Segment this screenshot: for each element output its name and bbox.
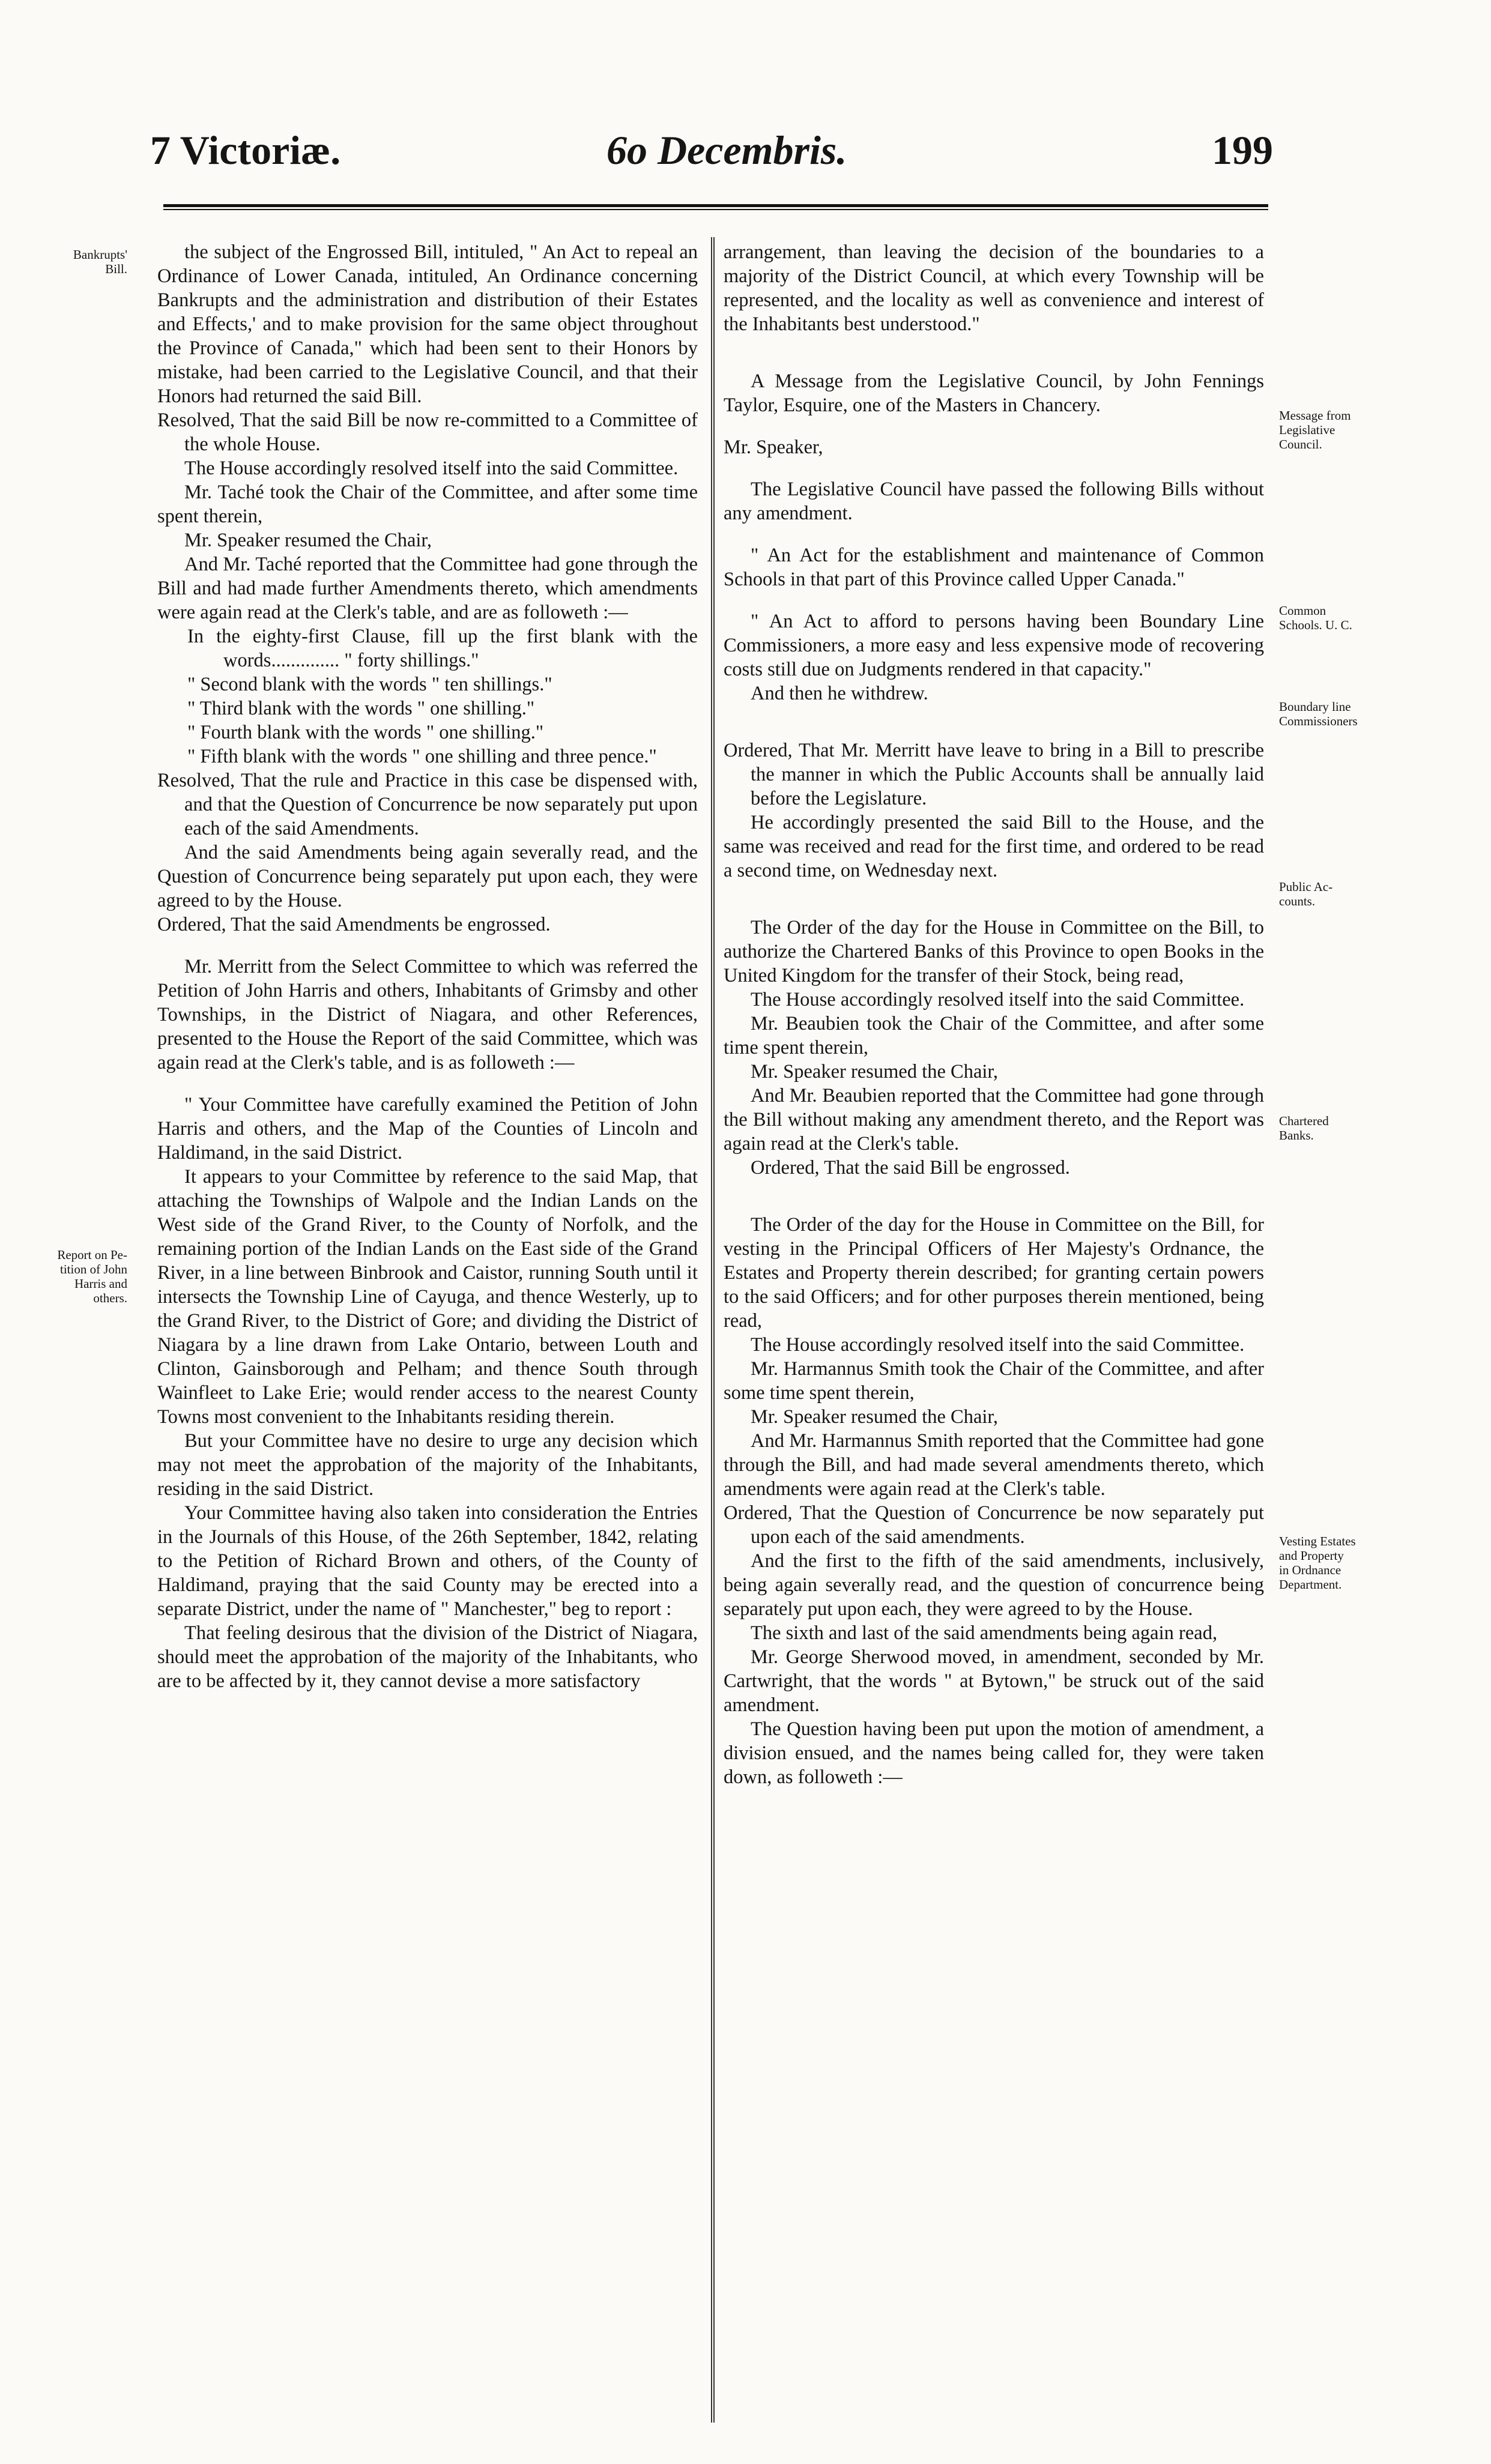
page-number: 199 bbox=[1212, 127, 1273, 173]
paragraph: " Second blank with the words " ten shillings." bbox=[187, 674, 552, 695]
page-header bbox=[150, 126, 1273, 186]
margin-note: Public Ac- counts. bbox=[1279, 880, 1333, 908]
paragraph: " Third blank with the words " one shilling." bbox=[187, 698, 535, 719]
column-divider bbox=[711, 237, 715, 2423]
paragraph: And Mr. Harmannus Smith reported that the Committee had gone through the Bill, and had made several amendments thereto, which amendments were again read at the Clerk's table. bbox=[724, 1430, 1264, 1500]
margin-note: Message from Legislative Council. bbox=[1279, 408, 1351, 451]
paragraph: " Your Committee have carefully examined the Petition of John Harris and others, and the Map of the Counties of Lincoln and Haldimand, in the said District. bbox=[157, 1094, 698, 1164]
paragraph: And Mr. Taché reported that the Committee had gone through the Bill and had made further Amendments thereto, which amendments were again read at the Clerk's table, and are as followeth :— bbox=[157, 554, 698, 623]
header-rule bbox=[163, 204, 1268, 210]
margin-note: Common Schools. U. C. bbox=[1279, 603, 1352, 632]
paragraph: Mr. Beaubien took the Chair of the Committee, and after some time spent therein, bbox=[724, 1013, 1264, 1058]
paragraph: And the first to the fifth of the said amendments, inclusively, being again severally read, and the question of concurrence being separately put upon each, they were agreed to by the House. bbox=[724, 1550, 1264, 1620]
paragraph: The Question having been put upon the motion of amendment, a division ensued, and the names being called for, they were taken down, as followeth :— bbox=[724, 1718, 1264, 1788]
right-column bbox=[724, 240, 1264, 1789]
paragraph: Ordered, That the said Amendments be engrossed. bbox=[157, 914, 551, 935]
paragraph: the subject of the Engrossed Bill, intituled, " An Act to repeal an Ordinance of Lower Canada, intituled, An Ordinance concerning Bankrupts and the administration and distribution of their Estates and Effects,' and to make provision for the same object throughout the Province of Canada," which had been sent to their Honors by mistake, had been carried to the Legislative Council, and that their Honors had returned the said Bill. bbox=[157, 241, 698, 407]
paragraph: " An Act for the establishment and maintenance of Common Schools in that part of this Province called Upper Canada." bbox=[724, 545, 1264, 590]
paragraph: The House accordingly resolved itself into the said Committee. bbox=[751, 1334, 1245, 1356]
paragraph: That feeling desirous that the division of the District of Niagara, should meet the approbation of the majority of the Inhabitants, who are to be affected by it, they cannot devise a more satisfactory bbox=[157, 1622, 698, 1692]
paragraph: Ordered, That the said Bill be engrossed. bbox=[751, 1157, 1070, 1179]
paragraph: In the eighty-first Clause, fill up the first blank with the words.............. " forty shillings." bbox=[187, 626, 698, 671]
paragraph: Mr. Speaker resumed the Chair, bbox=[184, 530, 432, 551]
paragraph: The Order of the day for the House in Committee on the Bill, for vesting in the Principal Officers of Her Majesty's Ordnance, the Estates and Property therein described; for granting certain powers to the said Officers; and for other purposes therein mentioned, being read, bbox=[724, 1214, 1264, 1332]
paragraph: And then he withdrew. bbox=[751, 683, 928, 704]
paragraph: Mr. Speaker resumed the Chair, bbox=[751, 1061, 999, 1083]
paragraph: And Mr. Beaubien reported that the Committee had gone through the Bill without making any amendment thereto, and the Report was again read at the Clerk's table. bbox=[724, 1085, 1264, 1155]
paragraph: Mr. Harmannus Smith took the Chair of the Committee, and after some time spent therein, bbox=[724, 1358, 1264, 1404]
paragraph: The House accordingly resolved itself into the said Committee. bbox=[184, 457, 679, 479]
paragraph: Mr. Merritt from the Select Committee to which was referred the Petition of John Harris and others, Inhabitants of Grimsby and other Townships, in the District of Niagara, and other References, presented to the House the Report of the said Committee, which was again read at the Clerk's table, and is as followeth :— bbox=[157, 956, 698, 1073]
paragraph: Mr. Speaker, bbox=[724, 436, 823, 458]
paragraph: Your Committee having also taken into consideration the Entries in the Journals of this House, of the 26th September, 1842, relating to the Petition of Richard Brown and others, of the County of Haldimand, praying that the said County may be erected into a separate District, under the name of " Manchester," beg to report : bbox=[157, 1502, 698, 1620]
paragraph: " An Act to afford to persons having been Boundary Line Commissioners, a more easy and less expensive mode of recovering costs still due on Judgments rendered in that capacity." bbox=[724, 611, 1264, 680]
paragraph: The sixth and last of the said amendments being again read, bbox=[751, 1622, 1218, 1644]
paragraph: Ordered, That Mr. Merritt have leave to bring in a Bill to prescribe the manner in which the Public Accounts shall be annually laid before the Legislature. bbox=[724, 740, 1264, 809]
paragraph: Resolved, That the rule and Practice in this case be dispensed with, and that the Question of Concurrence be now separately put upon each of the said Amendments. bbox=[157, 770, 698, 839]
paragraph: The House accordingly resolved itself into the said Committee. bbox=[751, 989, 1245, 1010]
paragraph: " Fourth blank with the words " one shilling." bbox=[187, 722, 544, 743]
paragraph: The Order of the day for the House in Committee on the Bill, to authorize the Chartered Banks of this Province to open Books in the United Kingdom for the transfer of their Stock, being read, bbox=[724, 917, 1264, 986]
paragraph: Mr. Speaker resumed the Chair, bbox=[751, 1406, 999, 1428]
session-date: 6o Decembris. bbox=[606, 127, 847, 173]
regnal-year: 7 Victoriæ. bbox=[150, 127, 341, 173]
paragraph: Resolved, That the said Bill be now re-committed to a Committee of the whole House. bbox=[157, 409, 698, 455]
paragraph: But your Committee have no desire to urge any decision which may not meet the approbation of the majority of the Inhabitants, residing in the said District. bbox=[157, 1430, 698, 1500]
margin-note: Vesting Estates and Property in Ordnance Department. bbox=[1279, 1534, 1356, 1592]
paragraph: Mr. Taché took the Chair of the Committee, and after some time spent therein, bbox=[157, 482, 698, 527]
paragraph: arrangement, than leaving the decision of the boundaries to a majority of the District Council, at which every Township will be represented, and the locality as well as convenience and interest of the Inhabitants best understood." bbox=[724, 241, 1264, 335]
paragraph: He accordingly presented the said Bill to the House, and the same was received and read for the first time, and ordered to be read a second time, on Wednesday next. bbox=[724, 812, 1264, 881]
margin-note: Boundary line Commissioners bbox=[1279, 699, 1358, 728]
paragraph: Mr. George Sherwood moved, in amendment, seconded by Mr. Cartwright, that the words " at Bytown," be struck out of the said amendment. bbox=[724, 1646, 1264, 1716]
margin-note: Bankrupts' Bill. bbox=[73, 247, 127, 276]
margin-note: Report on Pe- tition of John Harris and others. bbox=[57, 1248, 127, 1305]
paragraph: The Legislative Council have passed the following Bills without any amendment. bbox=[724, 479, 1264, 524]
paragraph: And the said Amendments being again severally read, and the Question of Concurrence being separately put upon each, they were agreed to by the House. bbox=[157, 842, 698, 911]
paragraph: A Message from the Legislative Council, by John Fennings Taylor, Esquire, one of the Masters in Chancery. bbox=[724, 370, 1264, 416]
paragraph: " Fifth blank with the words " one shilling and three pence." bbox=[187, 746, 657, 767]
paragraph: Ordered, That the Question of Concurrence be now separately put upon each of the said amendments. bbox=[724, 1502, 1264, 1548]
margin-note: Chartered Banks. bbox=[1279, 1114, 1329, 1143]
paragraph: It appears to your Committee by reference to the said Map, that attaching the Townships of Walpole and the Indian Lands on the West side of the Grand River, to the County of Norfolk, and the remaining portion of the Indian Lands on the East side of the Grand River, in a line between Binbrook and Caistor, running South until it intersects the Township Line of Cayuga, and thence Westerly, up to the Grand River, to the District of Gore; and dividing the District of Niagara by a line drawn from Lake Ontario, between Louth and Clinton, Gainsborough and Pelham; and thence South through Wainfleet to Lake Erie; would render access to the nearest County Towns most convenient to the Inhabitants residing therein. bbox=[157, 1166, 698, 1428]
left-column bbox=[157, 240, 698, 1693]
